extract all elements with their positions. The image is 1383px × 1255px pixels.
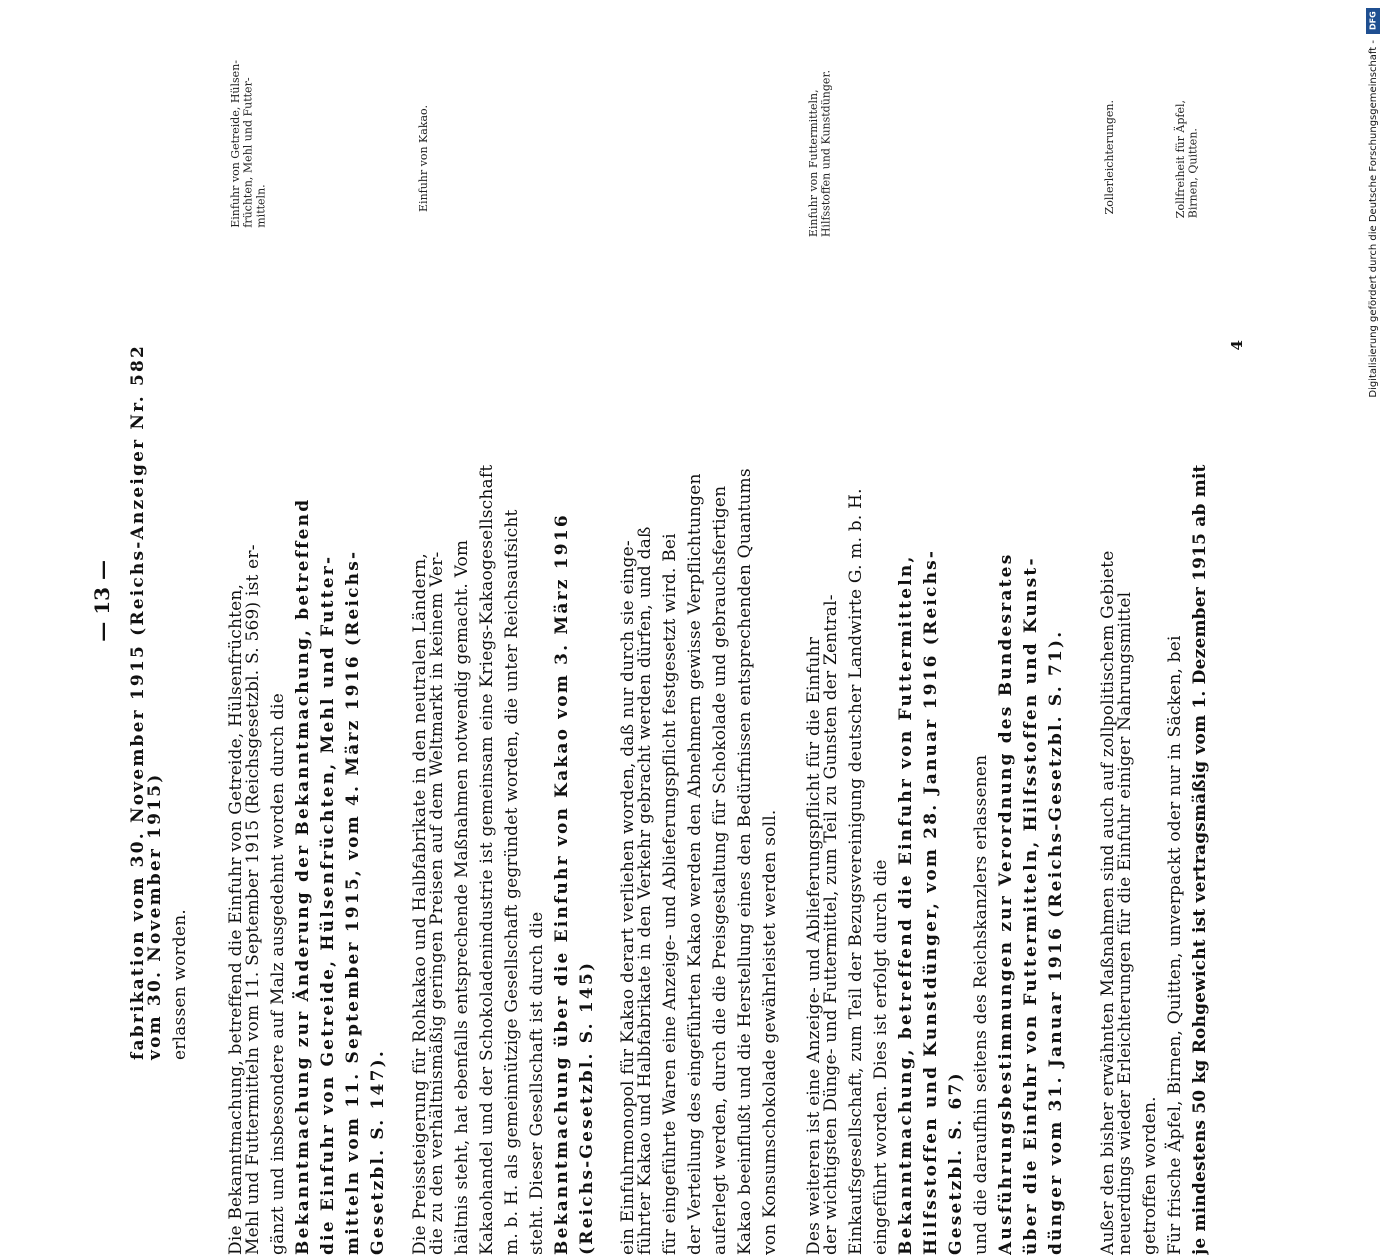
text-line: eingeführt worden. Dies ist erfolgt durch die: [871, 859, 891, 1255]
text-line: m. b. H. als gemeinnützige Gesellschaft gegründet worden, die unter Reichsaufsicht: [502, 509, 522, 1255]
text-line: die zu den verhältnismäßig geringen Preisen auf dem Weltmarkt in keinem Ver-: [427, 551, 447, 1255]
margin-note-line: Zollfreiheit für Äpfel,: [1174, 100, 1187, 219]
text-line: steht. Dieser Gesellschaft ist durch die: [527, 911, 547, 1255]
text-line: auferlegt werden, durch die die Preisgestaltung für Schokolade und gebrauchsfertigen: [710, 485, 730, 1255]
text-block-zoll: [1100, 255, 1220, 1255]
text-line: Kakaohandel und der Schokoladenindustrie ist gemeinsam eine Kriegs-Kakaogesellschaft: [477, 464, 497, 1255]
margin-note-line: Einfuhr von Futtermitteln,: [807, 89, 820, 238]
text-line: Außer den bisher erwähnten Maßnahmen sind auch auf zollpolitischem Gebiete: [1098, 550, 1118, 1255]
text-line: Bekanntmachung zur Änderung der Bekanntmachung, betreffend: [293, 497, 313, 1255]
text-line: und die daraufhin seitens des Reichskanzlers erlassenen: [971, 754, 991, 1255]
page-number: — 13 —: [90, 560, 114, 642]
text-line: ein Einfuhrmonopol für Kakao derart verliehen worden, daß nur durch sie einge-: [618, 540, 638, 1255]
margin-note-line: Einfuhr von Getreide, Hülsen-: [229, 60, 242, 228]
text-line: Bekanntmachung, betreffend die Einfuhr von Futtermitteln,: [896, 554, 916, 1255]
margin-note-getreide: [230, 60, 268, 228]
text-block-futtermittel: [806, 255, 1096, 1255]
text-line: von Konsumschokolade gewährleistet werden soll.: [760, 809, 780, 1255]
text-line: Einkaufsgesellschaft, zum Teil der Bezugsvereinigung deutscher Landwirte G. m. b. H.: [846, 488, 866, 1255]
text-block-getreide: [228, 255, 398, 1255]
text-line: Gesetzbl. S. 67): [946, 1071, 966, 1255]
text-line: vom 30. November 1915): [145, 772, 165, 1060]
text-line: getroffen worden.: [1140, 1096, 1160, 1255]
text-line: Gesetzbl. S. 147).: [368, 1049, 388, 1255]
text-line: Des weiteren ist eine Anzeige- und Ablieferungspflicht für die Einfuhr: [804, 636, 824, 1255]
text-line: die Einfuhr von Getreide, Hülsenfrüchten, Mehl und Futter-: [318, 554, 338, 1255]
margin-note-kakao: [418, 105, 431, 212]
text-line: Kakao beeinflußt und die Herstellung eines den Bedürfnissen entsprechenden Quantums: [735, 468, 755, 1255]
text-line: neuerdings wieder Erleichterungen für die Einfuhr einiger Nahrungsmittel: [1115, 591, 1135, 1255]
text-block-kakao-monopol: [620, 255, 785, 1255]
text-line: dünger vom 31. Januar 1916 (Reichs-Gesetzbl. S. 71).: [1046, 629, 1066, 1255]
text-line: Die Bekanntmachung, betreffend die Einfuhr von Getreide, Hülsenfrüchten,: [226, 583, 246, 1255]
text-line: Ausführungsbestimmungen zur Verordnung des Bundesrates: [996, 552, 1016, 1255]
text-line: führter Kakao und Halbfabrikate in den Verkehr gebracht werden dürfen, und daß: [635, 526, 655, 1255]
text-line: Mehl und Futtermitteln vom 11. September 1915 (Reichsgesetzbl. S. 569) ist er-: [243, 544, 263, 1255]
margin-note-line: Birnen, Quitten.: [1186, 128, 1200, 219]
margin-note-line: früchten, Mehl und Futter-: [241, 77, 255, 228]
text-block-intro: [130, 60, 210, 1060]
text-line: über die Einfuhr von Futtermitteln, Hilfsstoffen und Kunst-: [1021, 556, 1041, 1255]
text-line: hältnis steht, hat ebenfalls entsprechende Maßnahmen notwendig gemacht. Vom: [452, 539, 472, 1255]
text-line: gänzt und insbesondere auf Malz ausgedehnt worden durch die: [268, 692, 288, 1255]
margin-note-zollfreiheit: [1175, 100, 1200, 218]
text-line: (Reichs-Gesetzbl. S. 145): [577, 960, 597, 1255]
margin-note-line: Zollerleichterungen.: [1103, 100, 1116, 215]
margin-note-line: Hilfsstoffen und Kunstdünger.: [819, 70, 833, 238]
text-line: Bekanntmachung über die Einfuhr von Kakao vom 3. März 1916: [552, 513, 572, 1255]
text-line: der wichtigsten Dünge- und Futtermittel, zum Teil zu Gunsten der Zentral-: [821, 594, 841, 1255]
text-line: der Verteilung des eingeführten Kakao werden den Abnehmern gewisse Verpflichtungen: [685, 473, 705, 1255]
text-block-kakao-preis: [412, 255, 602, 1255]
margin-note-line: Einfuhr von Kakao.: [417, 105, 430, 212]
signature-mark: 4: [1228, 340, 1246, 351]
text-line: erlassen worden.: [170, 908, 190, 1060]
dfg-logo: DFG: [1366, 8, 1380, 34]
margin-note-zoll: [1104, 100, 1117, 214]
margin-note-futtermittel: [808, 70, 833, 237]
text-line: je mindestens 50 kg Rohgewicht ist vertragsmäßig vom 1. Dezember 1915 ab mit: [1190, 464, 1210, 1255]
text-line: Für frische Äpfel, Birnen, Quitten, unverpackt oder nur in Säcken, bei: [1165, 635, 1185, 1255]
digitization-credit: Digitalisierung gefördert durch die Deutsche Forschungsgemeinschaft -: [1368, 40, 1379, 398]
text-line: mitteln vom 11. September 1915, vom 4. März 1916 (Reichs-: [343, 549, 363, 1255]
text-line: Die Preissteigerung für Rohkakao und Halbfabrikate in den neutralen Ländern,: [410, 553, 430, 1255]
margin-note-line: mitteln.: [254, 184, 268, 228]
text-line: für eingeführte Waren eine Anzeige- und Ablieferungspflicht festgesetzt wird. Bei: [660, 533, 680, 1255]
text-line: fabrikation vom 30. November 1915 (Reichs-Anzeiger Nr. 582: [128, 343, 148, 1060]
text-line: Hilfsstoffen und Kunstdünger, vom 28. Januar 1916 (Reichs-: [921, 548, 941, 1255]
